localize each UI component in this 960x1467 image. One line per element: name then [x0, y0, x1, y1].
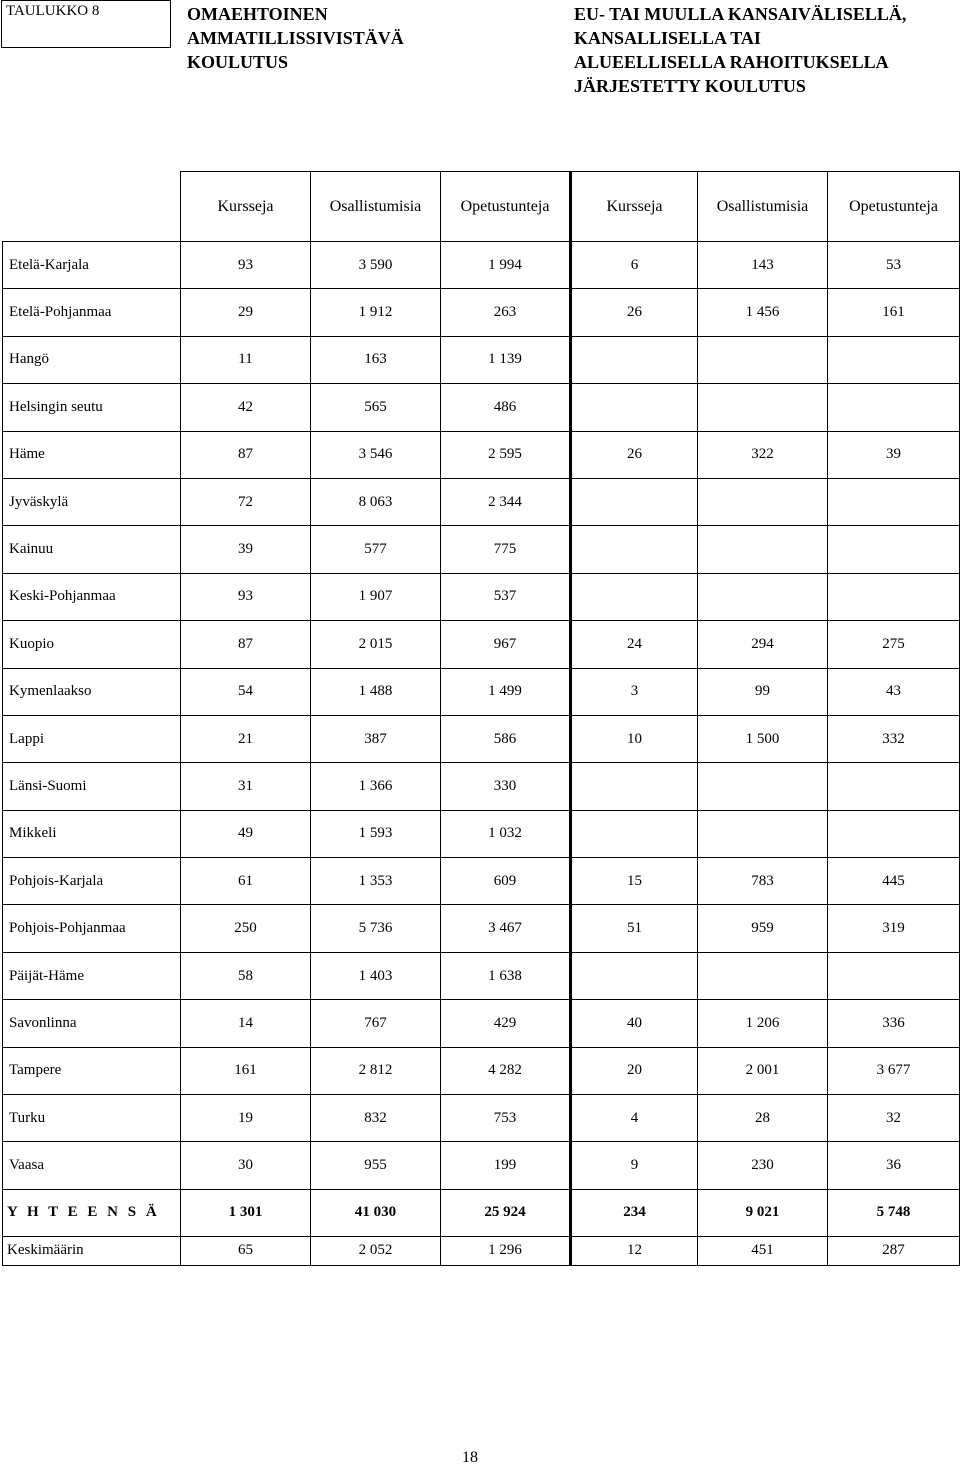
table-row: [3, 715, 960, 762]
row-label: Tampere: [3, 1047, 181, 1094]
row-label: Savonlinna: [3, 1000, 181, 1047]
table-cell: [828, 526, 960, 573]
table-cell: 40: [571, 1000, 698, 1047]
table-cell: [828, 763, 960, 810]
table-cell: 65: [181, 1236, 311, 1265]
table-cell: [571, 336, 698, 383]
table-cell: 1 488: [311, 668, 441, 715]
column-header: Kursseja: [571, 172, 698, 242]
table-cell: 387: [311, 715, 441, 762]
table-cell: 8 063: [311, 478, 441, 525]
table-cell: 3 467: [441, 905, 571, 952]
table-cell: 14: [181, 1000, 311, 1047]
table-cell: [828, 810, 960, 857]
table-cell: 275: [828, 621, 960, 668]
table-cell: [698, 952, 828, 999]
table-cell: 39: [181, 526, 311, 573]
table-cell: [828, 952, 960, 999]
table-cell: 2 344: [441, 478, 571, 525]
table-cell: [571, 384, 698, 431]
table-cell: 2 812: [311, 1047, 441, 1094]
table-cell: 143: [698, 242, 828, 289]
table-cell: [828, 478, 960, 525]
table-cell: 1 994: [441, 242, 571, 289]
table-cell: 3 546: [311, 431, 441, 478]
table-cell: 3 590: [311, 242, 441, 289]
column-header: Osallistumisia: [698, 172, 828, 242]
table-cell: 61: [181, 858, 311, 905]
table-cell: [828, 336, 960, 383]
table-cell: 31: [181, 763, 311, 810]
row-label: Kymenlaakso: [3, 668, 181, 715]
table-cell: 36: [828, 1142, 960, 1189]
table-cell: 43: [828, 668, 960, 715]
statistics-table: [2, 171, 960, 1266]
table-cell: 767: [311, 1000, 441, 1047]
row-label: Häme: [3, 431, 181, 478]
table-cell: [571, 810, 698, 857]
table-cell: 1 593: [311, 810, 441, 857]
table-cell: 1 499: [441, 668, 571, 715]
table-cell: 49: [181, 810, 311, 857]
table-cell: 1 301: [181, 1189, 311, 1236]
row-label: Turku: [3, 1095, 181, 1142]
table-cell: 2 595: [441, 431, 571, 478]
table-label: TAULUKKO 8: [1, 0, 171, 48]
table-cell: 99: [698, 668, 828, 715]
table-cell: [698, 478, 828, 525]
table-row: [3, 621, 960, 668]
table-cell: 577: [311, 526, 441, 573]
table-cell: 5 748: [828, 1189, 960, 1236]
table-cell: [571, 526, 698, 573]
table-cell: 12: [571, 1236, 698, 1265]
table-cell: 29: [181, 289, 311, 336]
table-cell: 263: [441, 289, 571, 336]
table-cell: 3: [571, 668, 698, 715]
table-cell: 294: [698, 621, 828, 668]
table-cell: 1 638: [441, 952, 571, 999]
table-cell: 775: [441, 526, 571, 573]
row-label: Kuopio: [3, 621, 181, 668]
row-label: Pohjois-Pohjanmaa: [3, 905, 181, 952]
table-cell: 967: [441, 621, 571, 668]
table-row: [3, 384, 960, 431]
row-label: Lappi: [3, 715, 181, 762]
table-cell: 955: [311, 1142, 441, 1189]
table-cell: 565: [311, 384, 441, 431]
table-cell: 2 015: [311, 621, 441, 668]
table-cell: 161: [181, 1047, 311, 1094]
row-label: Vaasa: [3, 1142, 181, 1189]
table-cell: 451: [698, 1236, 828, 1265]
table-cell: 332: [828, 715, 960, 762]
table-cell: 1 500: [698, 715, 828, 762]
table-cell: [698, 384, 828, 431]
table-cell: [571, 478, 698, 525]
table-cell: 199: [441, 1142, 571, 1189]
table-row: [3, 1000, 960, 1047]
total-row: [3, 1189, 960, 1236]
table-cell: 93: [181, 242, 311, 289]
table-cell: 230: [698, 1142, 828, 1189]
table-cell: [698, 526, 828, 573]
table-cell: 319: [828, 905, 960, 952]
table-cell: [698, 573, 828, 620]
table-cell: 3 677: [828, 1047, 960, 1094]
table-row: [3, 668, 960, 715]
column-header: Opetustunteja: [441, 172, 571, 242]
row-label: Hangö: [3, 336, 181, 383]
table-cell: 10: [571, 715, 698, 762]
row-label: Keskimäärin: [3, 1236, 181, 1265]
table-row: [3, 526, 960, 573]
table-cell: 1 296: [441, 1236, 571, 1265]
table-row: [3, 1047, 960, 1094]
table-cell: [828, 573, 960, 620]
table-cell: 1 353: [311, 858, 441, 905]
table-cell: 1 403: [311, 952, 441, 999]
table-row: [3, 573, 960, 620]
table-cell: 30: [181, 1142, 311, 1189]
table-cell: 19: [181, 1095, 311, 1142]
table-row: [3, 1095, 960, 1142]
table-cell: 9 021: [698, 1189, 828, 1236]
table-cell: 72: [181, 478, 311, 525]
table-cell: 336: [828, 1000, 960, 1047]
table-cell: [571, 763, 698, 810]
table-cell: 429: [441, 1000, 571, 1047]
row-label: Helsingin seutu: [3, 384, 181, 431]
table-cell: [571, 952, 698, 999]
table-cell: 25 924: [441, 1189, 571, 1236]
table-row: [3, 810, 960, 857]
table-cell: 1 912: [311, 289, 441, 336]
table-cell: 330: [441, 763, 571, 810]
table-row: [3, 336, 960, 383]
table-cell: 53: [828, 242, 960, 289]
row-label: Jyväskylä: [3, 478, 181, 525]
table-cell: 287: [828, 1236, 960, 1265]
column-header: Kursseja: [181, 172, 311, 242]
row-label: Mikkeli: [3, 810, 181, 857]
table-cell: 15: [571, 858, 698, 905]
table-cell: 51: [571, 905, 698, 952]
table-header-row: [3, 172, 960, 242]
row-label: Y H T E E N S Ä: [3, 1189, 181, 1236]
table-cell: 41 030: [311, 1189, 441, 1236]
table-cell: [828, 384, 960, 431]
table-cell: [698, 810, 828, 857]
table-cell: 11: [181, 336, 311, 383]
row-label: Etelä-Karjala: [3, 242, 181, 289]
table-cell: 783: [698, 858, 828, 905]
table-cell: 163: [311, 336, 441, 383]
column-header: Osallistumisia: [311, 172, 441, 242]
table-cell: [571, 573, 698, 620]
table-cell: 26: [571, 289, 698, 336]
table-cell: 54: [181, 668, 311, 715]
table-cell: 234: [571, 1189, 698, 1236]
row-label: Etelä-Pohjanmaa: [3, 289, 181, 336]
table-row: [3, 242, 960, 289]
page-number: 18: [462, 1449, 478, 1466]
table-row: [3, 478, 960, 525]
table-cell: 1 907: [311, 573, 441, 620]
table-cell: 6: [571, 242, 698, 289]
table-cell: [698, 763, 828, 810]
table-cell: 26: [571, 431, 698, 478]
table-cell: 2 052: [311, 1236, 441, 1265]
table-cell: 1 456: [698, 289, 828, 336]
table-cell: 4 282: [441, 1047, 571, 1094]
table-cell: 39: [828, 431, 960, 478]
table-cell: 322: [698, 431, 828, 478]
table-cell: 9: [571, 1142, 698, 1189]
table-row: [3, 1142, 960, 1189]
table-cell: 486: [441, 384, 571, 431]
table-cell: 32: [828, 1095, 960, 1142]
table-cell: 28: [698, 1095, 828, 1142]
table-cell: 586: [441, 715, 571, 762]
header-corner-cell: [3, 172, 181, 242]
table-cell: 87: [181, 431, 311, 478]
table-cell: 832: [311, 1095, 441, 1142]
table-cell: 537: [441, 573, 571, 620]
row-label: Länsi-Suomi: [3, 763, 181, 810]
table-cell: 753: [441, 1095, 571, 1142]
table-row: [3, 763, 960, 810]
table-cell: 445: [828, 858, 960, 905]
table-cell: 250: [181, 905, 311, 952]
table-cell: 93: [181, 573, 311, 620]
table-cell: 609: [441, 858, 571, 905]
group-title-voluntary-education: OMAEHTOINEN AMMATILLISSIVISTÄVÄ KOULUTUS: [187, 4, 404, 72]
table-cell: 1 032: [441, 810, 571, 857]
table-cell: 959: [698, 905, 828, 952]
table-cell: 1 206: [698, 1000, 828, 1047]
column-header: Opetustunteja: [828, 172, 960, 242]
table-cell: 5 736: [311, 905, 441, 952]
table-row: [3, 431, 960, 478]
table-cell: [698, 336, 828, 383]
row-label: Keski-Pohjanmaa: [3, 573, 181, 620]
table-cell: 21: [181, 715, 311, 762]
table-row: [3, 905, 960, 952]
table-cell: 87: [181, 621, 311, 668]
table-cell: 161: [828, 289, 960, 336]
table-cell: 20: [571, 1047, 698, 1094]
table-cell: 1 366: [311, 763, 441, 810]
row-label: Kainuu: [3, 526, 181, 573]
table-cell: 4: [571, 1095, 698, 1142]
table-cell: 42: [181, 384, 311, 431]
average-row: [3, 1236, 960, 1265]
table-cell: 24: [571, 621, 698, 668]
table-row: [3, 952, 960, 999]
table-row: [3, 858, 960, 905]
table-row: [3, 289, 960, 336]
row-label: Päijät-Häme: [3, 952, 181, 999]
table-cell: 1 139: [441, 336, 571, 383]
table-cell: 2 001: [698, 1047, 828, 1094]
group-title-funded-education: EU- TAI MUULLA KANSAIVÄLISELLÄ, KANSALLISELLA TAI ALUEELLISELLA RAHOITUKSELLA JÄRJESTETTY KOULUTUS: [574, 4, 907, 96]
row-label: Pohjois-Karjala: [3, 858, 181, 905]
table-cell: 58: [181, 952, 311, 999]
